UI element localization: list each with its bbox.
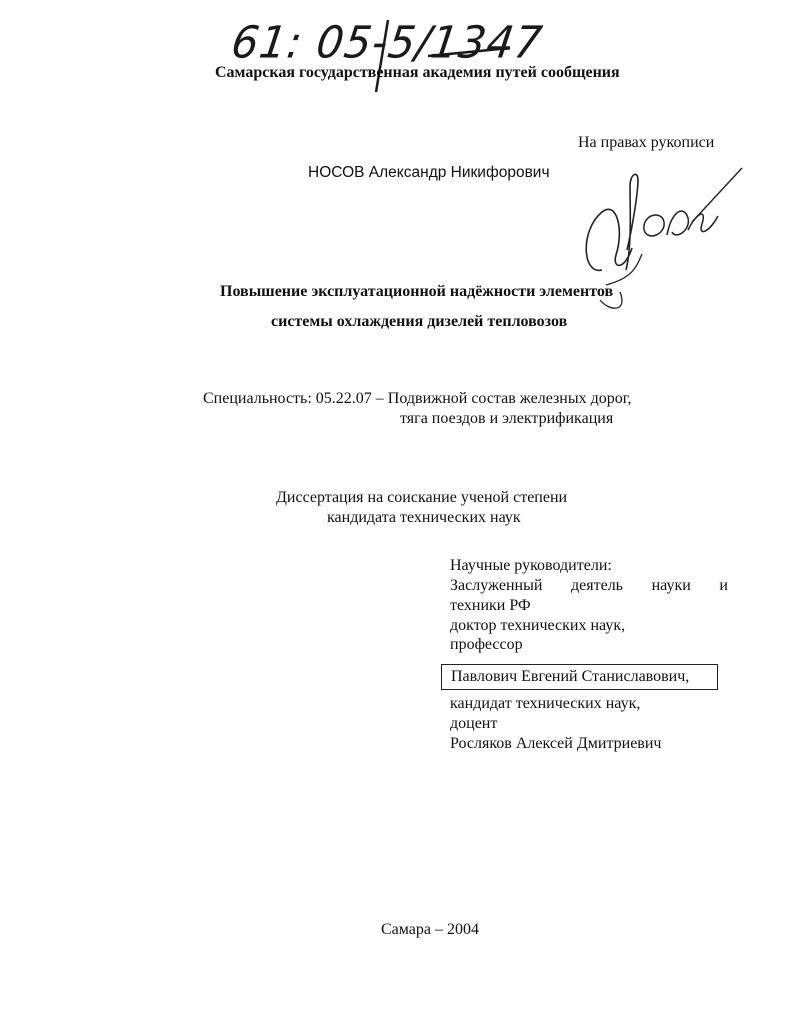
supervisors-line6: кандидат технических наук, — [450, 695, 641, 712]
supervisors-line7: доцент — [450, 715, 498, 732]
degree-line1: Диссертация на соискание ученой степени — [276, 489, 568, 506]
supervisor-name-1: Павлович Евгений Станиславович, — [451, 668, 690, 685]
supervisors-line1 — [450, 577, 728, 595]
stamp-strike-line — [228, 14, 518, 94]
dissertation-title-line2: системы охлаждения дизелей тепловозов — [271, 313, 568, 330]
manuscript-note: На правах рукописи — [578, 134, 715, 151]
supervisors-line4: профессор — [450, 636, 523, 653]
supervisors-line1-word: Заслуженный — [450, 577, 543, 594]
institution-name: Самарская государственная академия путей сообщения — [215, 64, 620, 81]
city-year: Самара – 2004 — [381, 921, 479, 938]
specialty-line2: тяга поездов и электрификация — [400, 410, 614, 427]
degree-line2: кандидата технических наук — [327, 509, 521, 526]
supervisors-heading: Научные руководители: — [450, 557, 612, 574]
supervisors-line1-word: науки — [651, 577, 691, 594]
supervisors-line1-word: и — [719, 577, 728, 594]
supervisors-line2: техники РФ — [450, 597, 531, 614]
supervisors-line3: доктор технических наук, — [450, 617, 626, 634]
author-name: НОСОВ Александр Никифорович — [308, 164, 550, 181]
archive-number-stamp: 61: 05-5/1347 — [228, 16, 546, 69]
supervisors-line1-word: деятель — [571, 577, 623, 594]
dissertation-title-line1: Повышение эксплуатационной надёжности элементов — [220, 283, 614, 300]
specialty-line1: Специальность: 05.22.07 – Подвижной состав железных дорог, — [203, 390, 632, 407]
supervisor-name-2: Росляков Алексей Дмитриевич — [450, 735, 662, 752]
